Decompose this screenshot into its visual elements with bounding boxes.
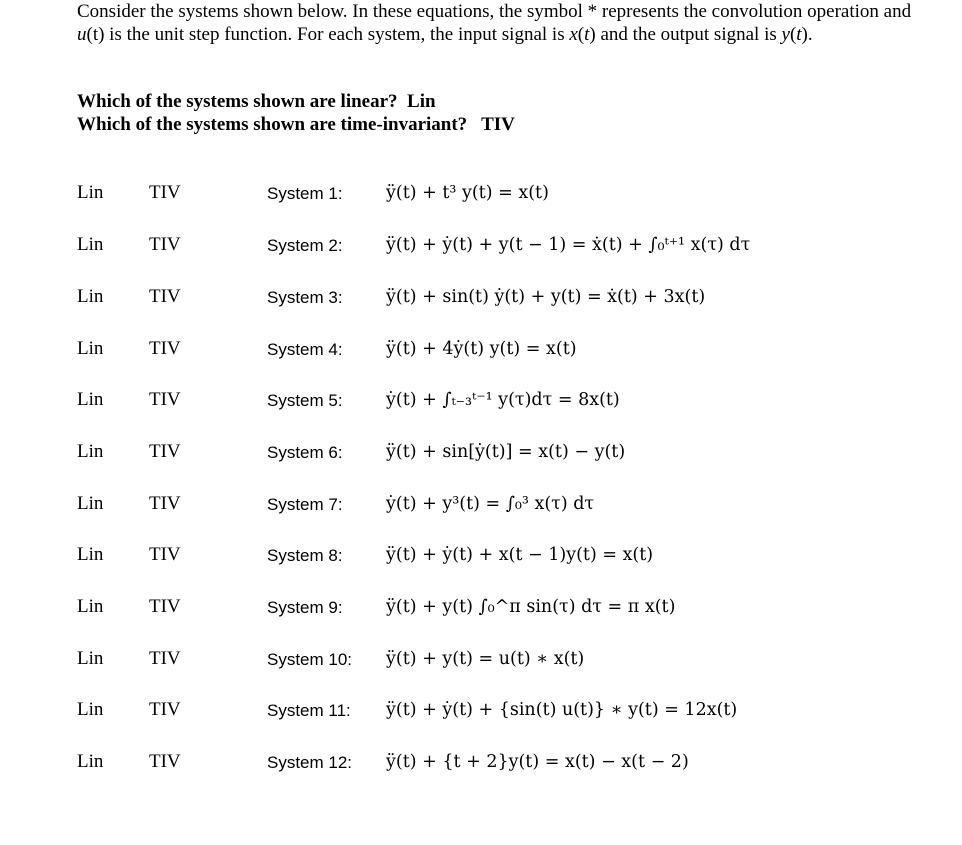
system-label: System 6: <box>267 443 343 462</box>
system-label: System 4: <box>267 340 343 359</box>
unit-step-symbol: u <box>77 24 87 45</box>
system-equation: ÿ(t) + ẏ(t) + x(t − 1)y(t) = x(t) <box>386 545 654 565</box>
questions <box>77 90 515 136</box>
system-equation: ÿ(t) + {t + 2}y(t) = x(t) − x(t − 2) <box>386 752 689 772</box>
tiv-option[interactable]: TIV <box>149 493 181 514</box>
lin-option[interactable]: Lin <box>77 441 104 462</box>
output-symbol: y <box>781 24 790 45</box>
system-row <box>0 647 962 681</box>
system-label: System 10: <box>267 650 353 669</box>
lin-option[interactable]: Lin <box>77 648 104 669</box>
intro-text-6: ). <box>801 24 813 45</box>
intro-text-4: ) and the output signal is <box>589 24 782 45</box>
lin-option[interactable]: Lin <box>77 493 104 514</box>
system-row <box>0 698 962 732</box>
lin-option[interactable]: Lin <box>77 234 104 255</box>
lin-option[interactable]: Lin <box>77 389 104 410</box>
tiv-option[interactable]: TIV <box>149 182 181 203</box>
system-label: System 9: <box>267 598 343 617</box>
system-row <box>0 388 962 422</box>
intro-text-1: Consider the systems shown below. In these equations, the symbol * represents the convolution operation and <box>77 1 912 22</box>
tiv-option[interactable]: TIV <box>149 751 181 772</box>
input-symbol: x <box>569 24 578 45</box>
system-equation: ÿ(t) + ẏ(t) + y(t − 1) = ẋ(t) + ∫₀ᵗ⁺¹ x(τ) dτ <box>386 235 751 255</box>
system-row <box>0 543 962 577</box>
system-equation: ÿ(t) + y(t) ∫₀^π sin(τ) dτ = π x(t) <box>386 597 676 617</box>
system-equation: ÿ(t) + y(t) = u(t) ∗ x(t) <box>386 649 585 669</box>
system-equation: ẏ(t) + ∫ₜ₋₃ᵗ⁻¹ y(τ)dτ = 8x(t) <box>386 390 620 410</box>
question-linear: Which of the systems shown are linear? Lin <box>77 91 436 112</box>
tiv-option[interactable]: TIV <box>149 389 181 410</box>
system-row <box>0 285 962 319</box>
tiv-option[interactable]: TIV <box>149 544 181 565</box>
tiv-option[interactable]: TIV <box>149 648 181 669</box>
tiv-option[interactable]: TIV <box>149 234 181 255</box>
system-label: System 11: <box>267 701 351 720</box>
system-label: System 2: <box>267 236 343 255</box>
system-row <box>0 440 962 474</box>
system-equation: ÿ(t) + sin(t) ẏ(t) + y(t) = ẋ(t) + 3x(t) <box>386 287 706 307</box>
system-row <box>0 337 962 371</box>
system-label: System 5: <box>267 391 343 410</box>
lin-option[interactable]: Lin <box>77 699 104 720</box>
lin-option[interactable]: Lin <box>77 751 104 772</box>
lin-option[interactable]: Lin <box>77 338 104 359</box>
system-equation: ẏ(t) + y³(t) = ∫₀³ x(τ) dτ <box>386 494 595 514</box>
intro-text-3: ( <box>577 24 585 45</box>
question-time-invariant: Which of the systems shown are time-invariant? TIV <box>77 114 515 135</box>
lin-option[interactable]: Lin <box>77 182 104 203</box>
output-time-symbol: t <box>796 24 802 45</box>
intro-text-5: ( <box>789 24 797 45</box>
system-label: System 12: <box>267 753 353 772</box>
lin-option[interactable]: Lin <box>77 544 104 565</box>
system-equation: ÿ(t) + 4ẏ(t) y(t) = x(t) <box>386 339 577 359</box>
system-row <box>0 233 962 267</box>
tiv-option[interactable]: TIV <box>149 338 181 359</box>
tiv-option[interactable]: TIV <box>149 286 181 307</box>
system-equation: ÿ(t) + t³ y(t) = x(t) <box>386 183 549 203</box>
system-row <box>0 181 962 215</box>
system-row <box>0 750 962 784</box>
tiv-option[interactable]: TIV <box>149 699 181 720</box>
input-time-symbol: t <box>584 24 590 45</box>
intro-text-2: (t) is the unit step function. For each system, the input signal is <box>86 24 570 45</box>
system-label: System 1: <box>267 184 343 203</box>
system-label: System 3: <box>267 288 343 307</box>
system-equation: ÿ(t) + sin[ẏ(t)] = x(t) − y(t) <box>386 442 626 462</box>
tiv-option[interactable]: TIV <box>149 596 181 617</box>
lin-option[interactable]: Lin <box>77 596 104 617</box>
system-label: System 8: <box>267 546 343 565</box>
system-row <box>0 492 962 526</box>
system-label: System 7: <box>267 495 343 514</box>
lin-option[interactable]: Lin <box>77 286 104 307</box>
problem-intro <box>77 0 917 46</box>
system-row <box>0 595 962 629</box>
system-equation: ÿ(t) + ẏ(t) + {sin(t) u(t)} ∗ y(t) = 12x(t) <box>386 700 738 720</box>
tiv-option[interactable]: TIV <box>149 441 181 462</box>
